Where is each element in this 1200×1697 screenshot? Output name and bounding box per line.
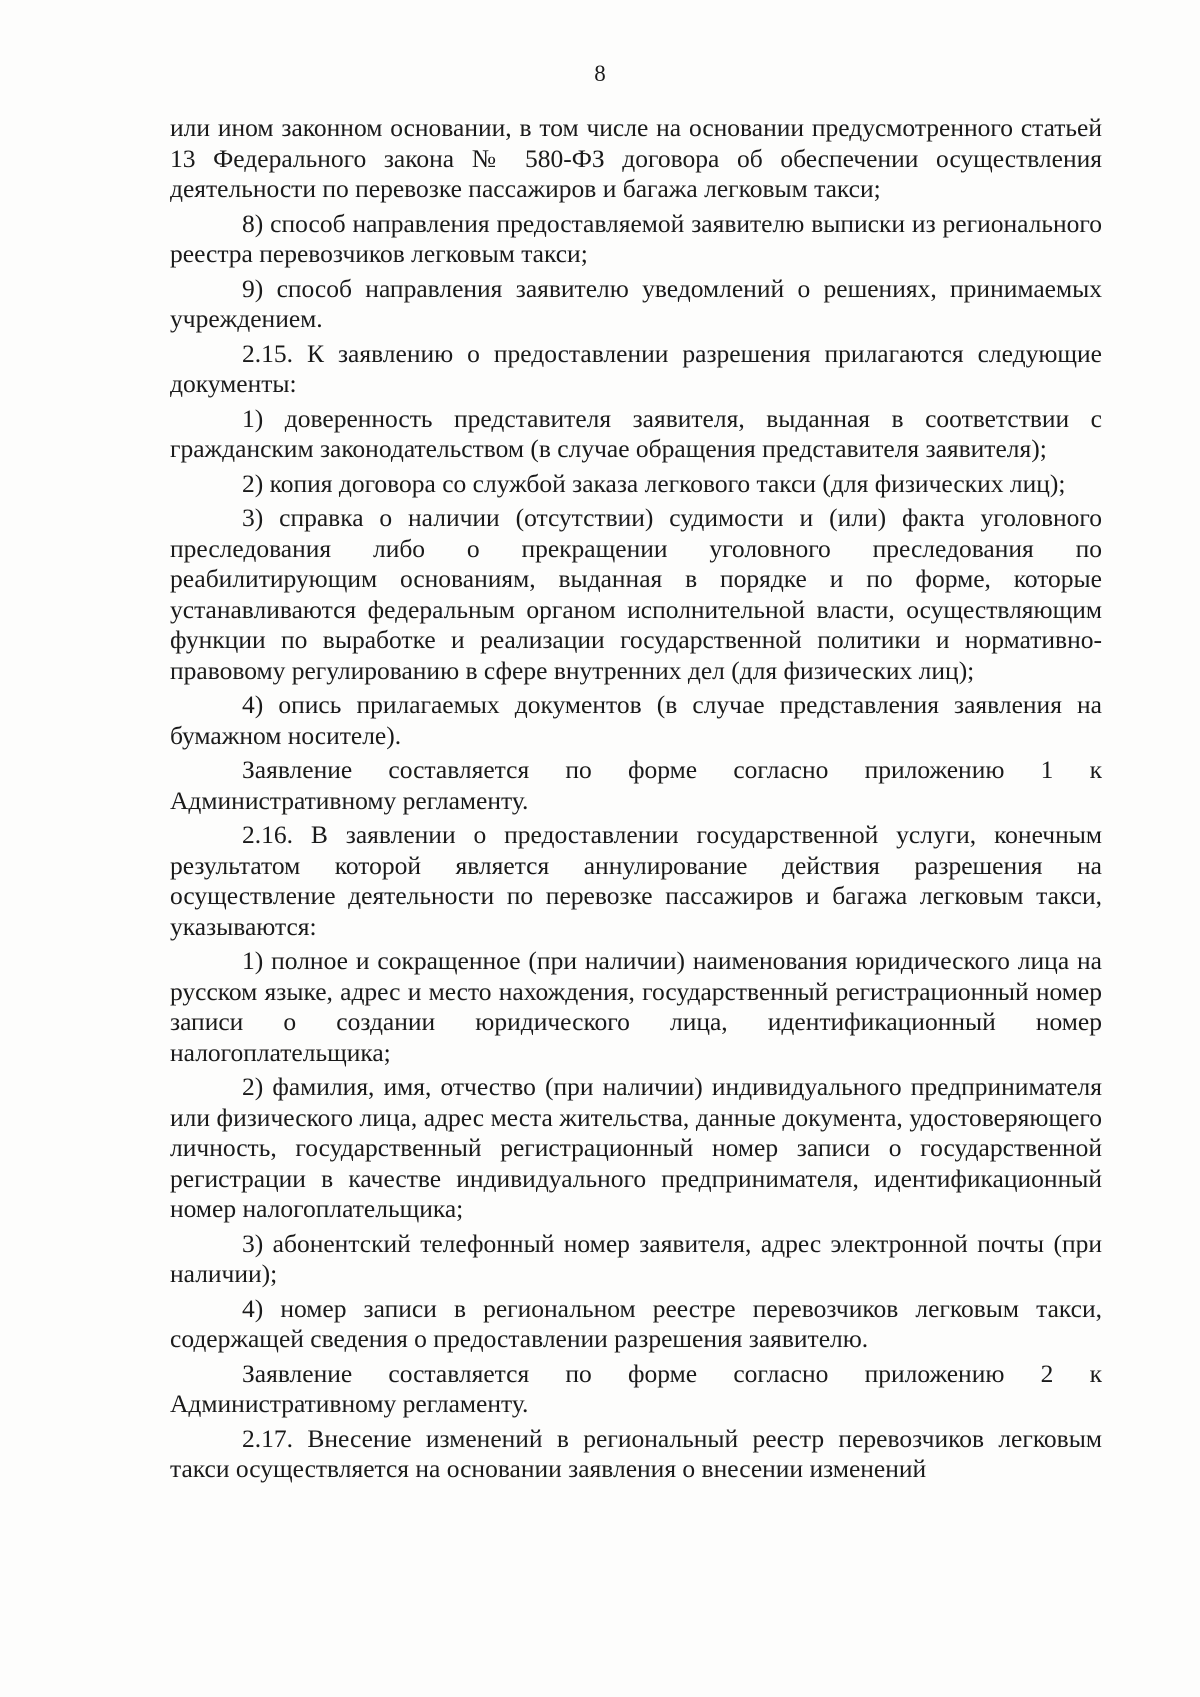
list-item-4: 4) опись прилагаемых документов (в случае представления заявления на бумажном носителе). xyxy=(170,690,1102,750)
section-2-16: 2.16. В заявлении о предоставлении государственной услуги, конечным результатом которой является аннулирование действия разрешения на осуществление деятельности по перевозке пассажиров и багажа легковым такси, указываются: xyxy=(170,820,1102,941)
list-item-2: 2) копия договора со службой заказа легкового такси (для физических лиц); xyxy=(242,468,1066,498)
document-body xyxy=(170,113,1102,1489)
paragraph: или ином законном основании, в том числе на основании предусмотренного статьей 13 Федерального закона № 580-ФЗ договора об обеспечении осуществления деятельности по перевозке пассажиров и багажа легковым такси; xyxy=(170,113,1102,203)
list-item-2: 2) фамилия, имя, отчество (при наличии) индивидуального предпринимателя или физического лица, адрес места жительства, данные документа, удостоверяющего личность, государственный регистрационный номер записи о государственной регистрации в качестве индивидуального предпринимателя, идентификационный номер налогоплательщика; xyxy=(170,1072,1102,1223)
list-item-8: 8) способ направления предоставляемой заявителю выписки из регионального реестра перевозчиков легковым такси; xyxy=(170,208,1102,268)
list-item-1: 1) доверенность представителя заявителя, выданная в соответствии с гражданским законодательством (в случае обращения представителя заявителя); xyxy=(170,403,1102,463)
list-item-3: 3) абонентский телефонный номер заявителя, адрес электронной почты (при наличии); xyxy=(170,1228,1102,1288)
form-note-2: Заявление составляется по форме согласно приложению 2 к Административному регламенту. xyxy=(170,1358,1102,1418)
page-number: 8 xyxy=(594,61,606,86)
form-note-1: Заявление составляется по форме согласно приложению 1 к Административному регламенту. xyxy=(170,755,1102,815)
section-2-17: 2.17. Внесение изменений в региональный реестр перевозчиков легковым такси осуществляется на основании заявления о внесении изменений xyxy=(170,1423,1102,1483)
section-2-15: 2.15. К заявлению о предоставлении разрешения прилагаются следующие документы: xyxy=(170,338,1102,398)
list-item-1: 1) полное и сокращенное (при наличии) наименования юридического лица на русском языке, адрес и место нахождения, государственный регистрационный номер записи о создании юридического лица, идентификационный номер налогоплательщика; xyxy=(170,946,1102,1067)
list-item-3: 3) справка о наличии (отсутствии) судимости и (или) факта уголовного преследования либо о прекращении уголовного преследования по реабилитирующим основаниям, выданная в порядке и по форме, которые устанавливаются федеральным органом исполнительной власти, осуществляющим функции по выработке и реализации государственной политики и нормативно-правовому регулированию в сфере внутренних дел (для физических лиц); xyxy=(170,503,1102,685)
list-item-4: 4) номер записи в региональном реестре перевозчиков легковым такси, содержащей сведения о предоставлении разрешения заявителю. xyxy=(170,1293,1102,1353)
list-item-9: 9) способ направления заявителю уведомлений о решениях, принимаемых учреждением. xyxy=(170,273,1102,333)
